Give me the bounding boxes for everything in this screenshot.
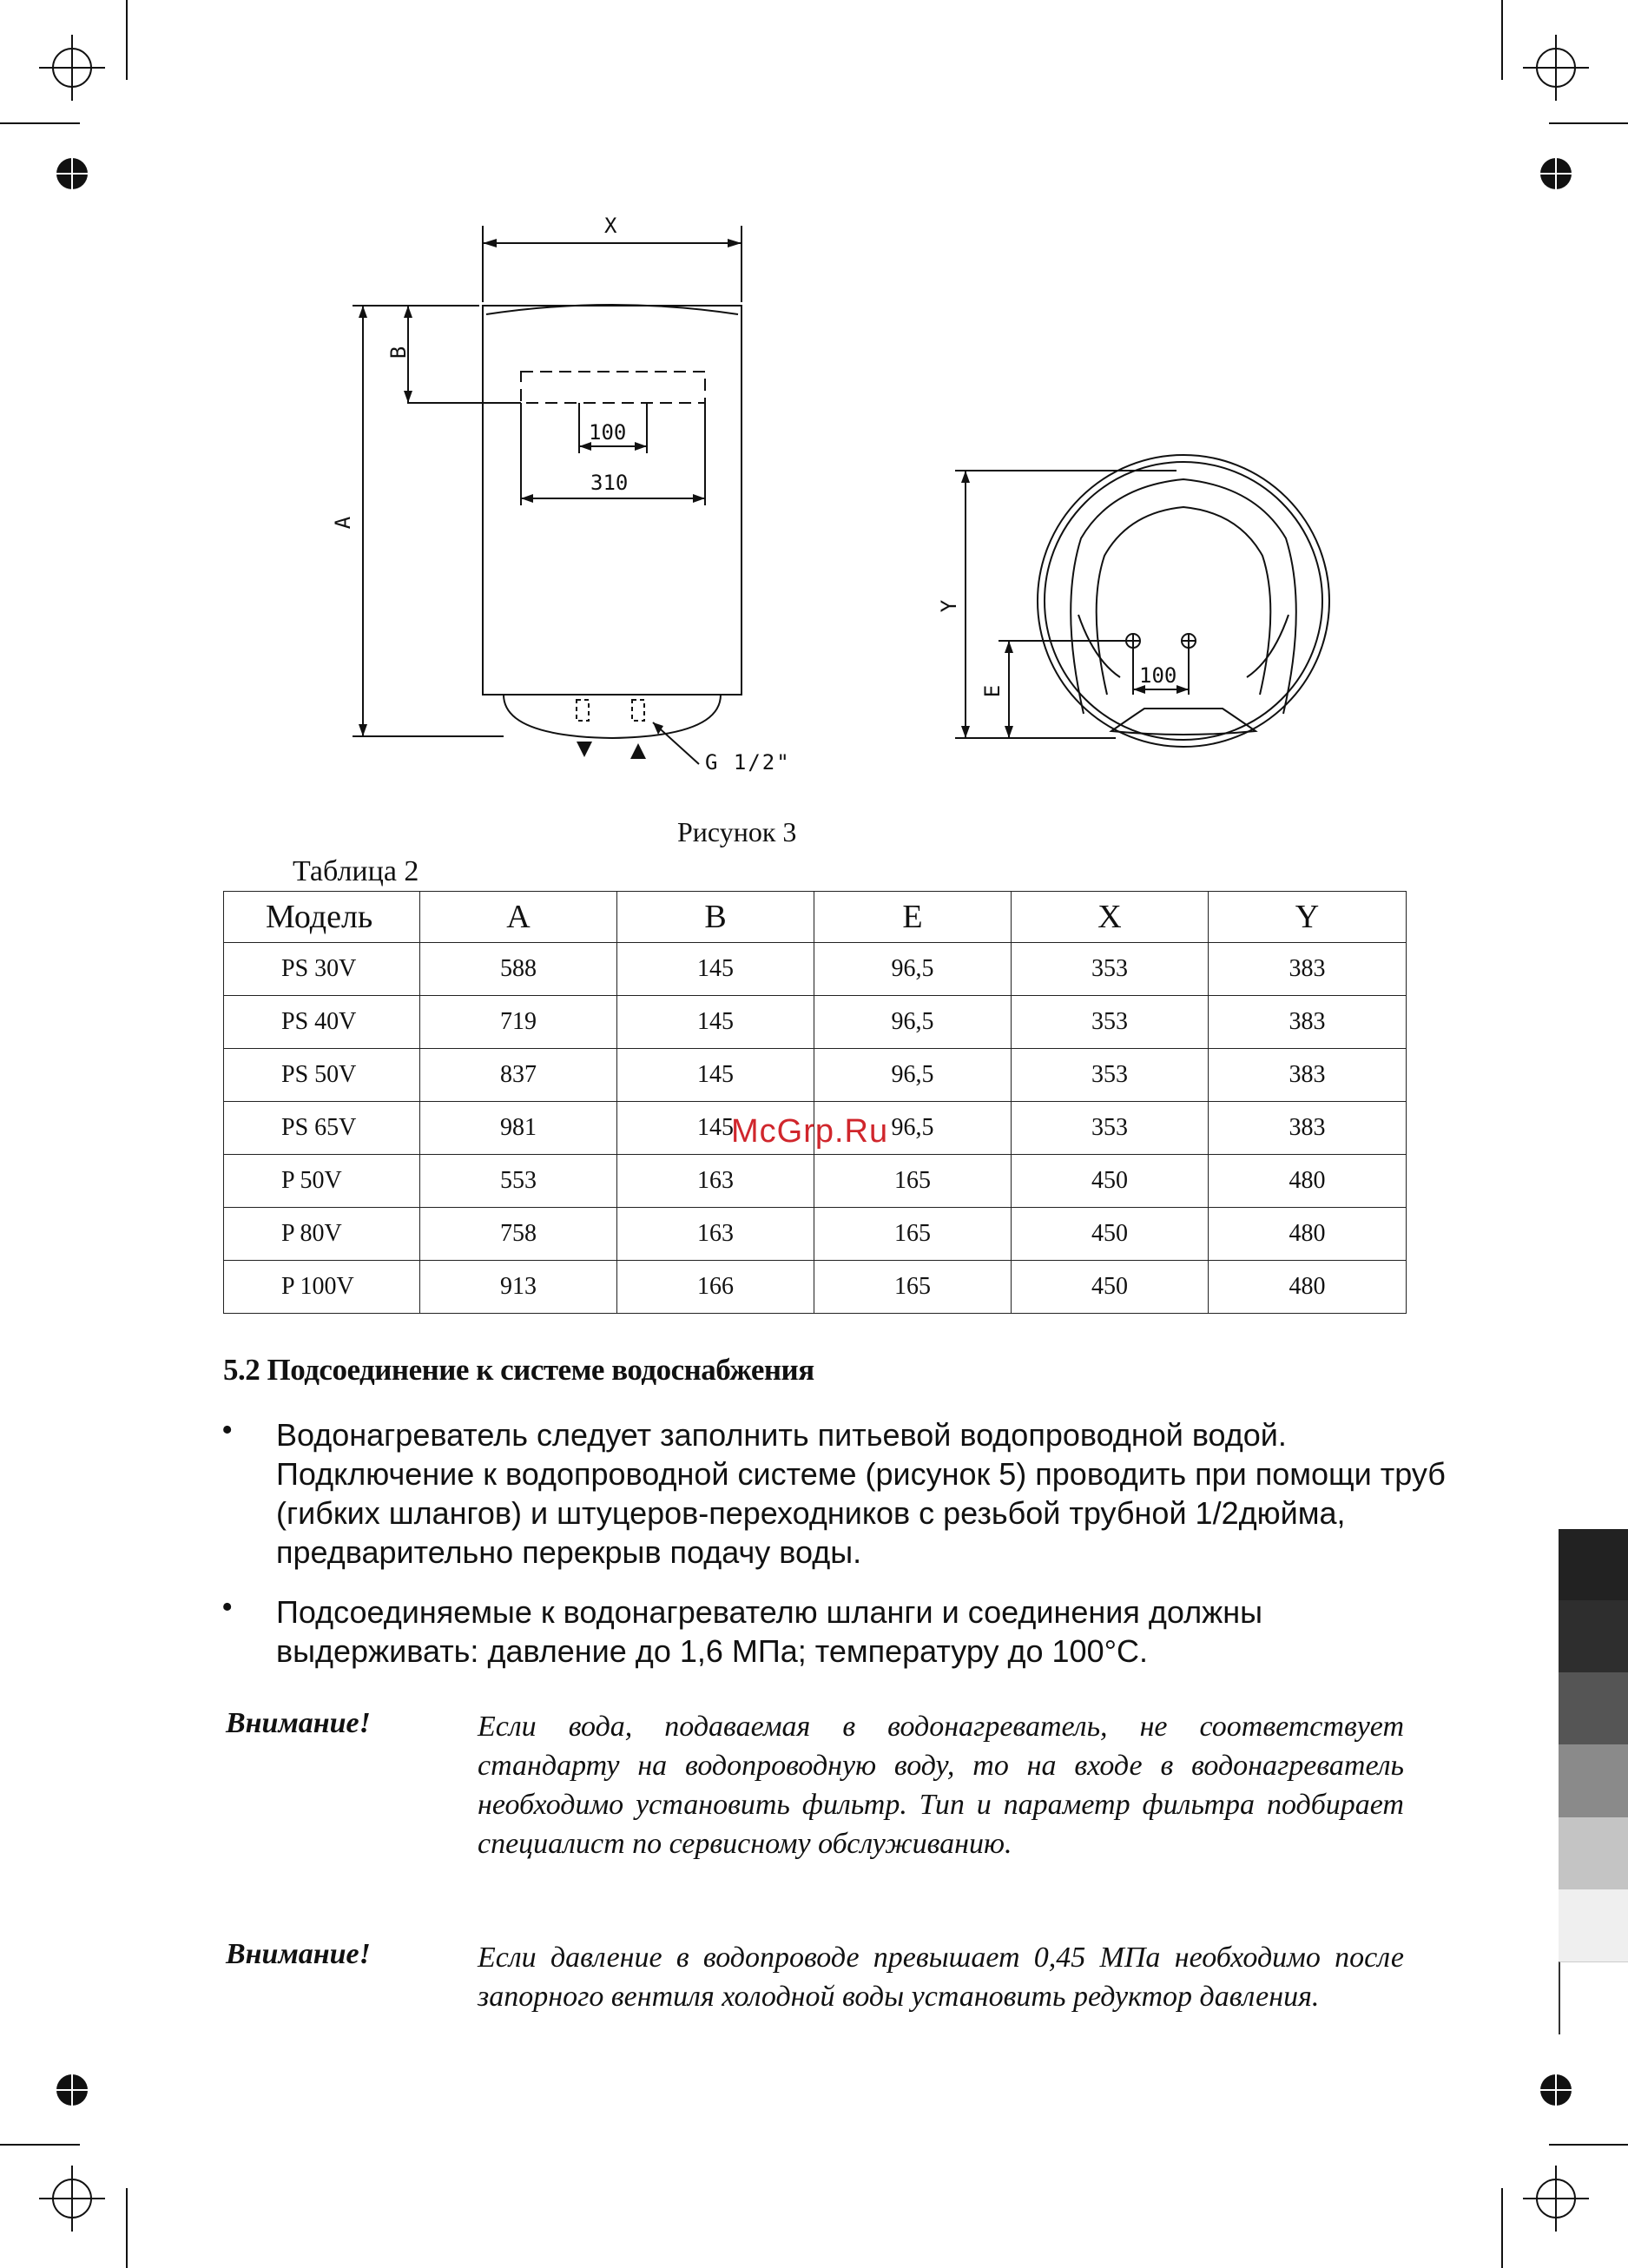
paragraph-line: Подключение к водопроводной системе (рисунок 5) проводить при помощи труб bbox=[276, 1456, 1446, 1492]
warning-text: Если вода, подаваемая в водонагреватель, не соответствует стандарту на водопроводную воду, то на входе в водонагреватель необходимо установить фильтр. Тип и параметр фильтра подбирает специалист по сервисному обслуживанию. bbox=[478, 1711, 1404, 1860]
cell-model: PS 50V bbox=[224, 1049, 420, 1102]
paragraph-line: предварительно перекрыв подачу воды. bbox=[276, 1534, 862, 1570]
header-b: B bbox=[617, 892, 814, 943]
table-row bbox=[224, 943, 1407, 996]
cell-y: 383 bbox=[1209, 1049, 1407, 1102]
cell-e: 165 bbox=[814, 1208, 1012, 1261]
cell-a: 981 bbox=[420, 1102, 617, 1155]
cell-x: 353 bbox=[1012, 1049, 1209, 1102]
header-y: Y bbox=[1209, 892, 1407, 943]
cell-b: 163 bbox=[617, 1208, 814, 1261]
cell-a: 837 bbox=[420, 1049, 617, 1102]
gray-tab bbox=[1559, 1672, 1628, 1744]
cell-b: 163 bbox=[617, 1155, 814, 1208]
cell-b: 145 bbox=[617, 1049, 814, 1102]
dim-label-y: Y bbox=[937, 599, 962, 613]
gray-tab bbox=[1559, 1744, 1628, 1817]
header-model: Модель bbox=[224, 892, 420, 943]
figure-caption: Рисунок 3 bbox=[677, 816, 797, 847]
cell-y: 383 bbox=[1209, 1102, 1407, 1155]
cell-model: PS 40V bbox=[224, 996, 420, 1049]
header-a: A bbox=[420, 892, 617, 943]
dim-label-a: A bbox=[331, 516, 356, 530]
paragraph-line: (гибких шлангов) и штуцеров-переходников с резьбой трубной 1/2дюйма, bbox=[276, 1495, 1346, 1531]
watermark: McGrp.Ru bbox=[731, 1113, 889, 1150]
cell-b: 145 bbox=[617, 996, 814, 1049]
thread-label: G 1/2" bbox=[705, 750, 791, 775]
cell-a: 913 bbox=[420, 1261, 617, 1314]
cell-y: 480 bbox=[1209, 1261, 1407, 1314]
gray-tab bbox=[1559, 1817, 1628, 1889]
gray-tab bbox=[1559, 1600, 1628, 1672]
cell-model: PS 30V bbox=[224, 943, 420, 996]
bullet-marker: • bbox=[221, 1412, 234, 1448]
cell-a: 553 bbox=[420, 1155, 617, 1208]
cell-a: 719 bbox=[420, 996, 617, 1049]
table-row bbox=[224, 996, 1407, 1049]
cell-a: 588 bbox=[420, 943, 617, 996]
table-row bbox=[224, 1049, 1407, 1102]
cell-x: 450 bbox=[1012, 1208, 1209, 1261]
paragraph-line: выдерживать: давление до 1,6 МПа; температуру до 100°С. bbox=[276, 1633, 1148, 1669]
dim-label-b: B bbox=[386, 346, 412, 359]
bullet-paragraph-2 bbox=[276, 1592, 1405, 1671]
cell-x: 353 bbox=[1012, 943, 1209, 996]
dim-label-e: E bbox=[980, 684, 1005, 698]
cell-y: 383 bbox=[1209, 996, 1407, 1049]
table-row bbox=[224, 1155, 1407, 1208]
gray-tab bbox=[1559, 1529, 1628, 1600]
cell-e: 96,5 bbox=[814, 1102, 1012, 1155]
warning-label: Внимание! bbox=[226, 1707, 371, 1739]
gray-tab bbox=[1559, 1961, 1628, 2034]
bullet-marker: • bbox=[221, 1589, 234, 1625]
table-caption: Таблица 2 bbox=[293, 855, 419, 887]
paragraph-line: Подсоединяемые к водонагревателю шланги и соединения должны bbox=[276, 1594, 1262, 1630]
cell-x: 450 bbox=[1012, 1261, 1209, 1314]
dim-label-310: 310 bbox=[590, 471, 629, 495]
table-row bbox=[224, 1208, 1407, 1261]
cell-y: 383 bbox=[1209, 943, 1407, 996]
cell-x: 353 bbox=[1012, 996, 1209, 1049]
table-header-row bbox=[224, 892, 1407, 943]
cell-e: 96,5 bbox=[814, 996, 1012, 1049]
cell-e: 96,5 bbox=[814, 943, 1012, 996]
paragraph-line: Водонагреватель следует заполнить питьевой водопроводной водой. bbox=[276, 1417, 1287, 1453]
header-e: E bbox=[814, 892, 1012, 943]
bullet-paragraph-1 bbox=[276, 1415, 1446, 1572]
cell-b: 145 bbox=[617, 1102, 814, 1155]
cell-model: P 100V bbox=[224, 1261, 420, 1314]
cell-e: 165 bbox=[814, 1155, 1012, 1208]
cell-y: 480 bbox=[1209, 1208, 1407, 1261]
cell-x: 450 bbox=[1012, 1155, 1209, 1208]
warning-label: Внимание! bbox=[226, 1938, 371, 1970]
dim-label-x: X bbox=[604, 214, 617, 238]
dim-label-100-front: 100 bbox=[589, 420, 627, 445]
cell-model: P 50V bbox=[224, 1155, 420, 1208]
cell-e: 165 bbox=[814, 1261, 1012, 1314]
cell-model: P 80V bbox=[224, 1208, 420, 1261]
table-row bbox=[224, 1261, 1407, 1314]
warning-text: Если давление в водопроводе превышает 0,45 МПа необходимо после запорного вентиля холодной воды установить редуктор давления. bbox=[478, 1942, 1404, 2013]
header-x: X bbox=[1012, 892, 1209, 943]
cell-model: PS 65V bbox=[224, 1102, 420, 1155]
cell-e: 96,5 bbox=[814, 1049, 1012, 1102]
cell-b: 145 bbox=[617, 943, 814, 996]
cell-a: 758 bbox=[420, 1208, 617, 1261]
cell-y: 480 bbox=[1209, 1155, 1407, 1208]
section-heading: 5.2 Подсоединение к системе водоснабжения bbox=[223, 1353, 814, 1387]
cell-x: 353 bbox=[1012, 1102, 1209, 1155]
gray-tab bbox=[1559, 1889, 1628, 1961]
cell-b: 166 bbox=[617, 1261, 814, 1314]
dim-label-100-side: 100 bbox=[1139, 663, 1177, 688]
dimensions-table bbox=[223, 891, 1407, 1314]
